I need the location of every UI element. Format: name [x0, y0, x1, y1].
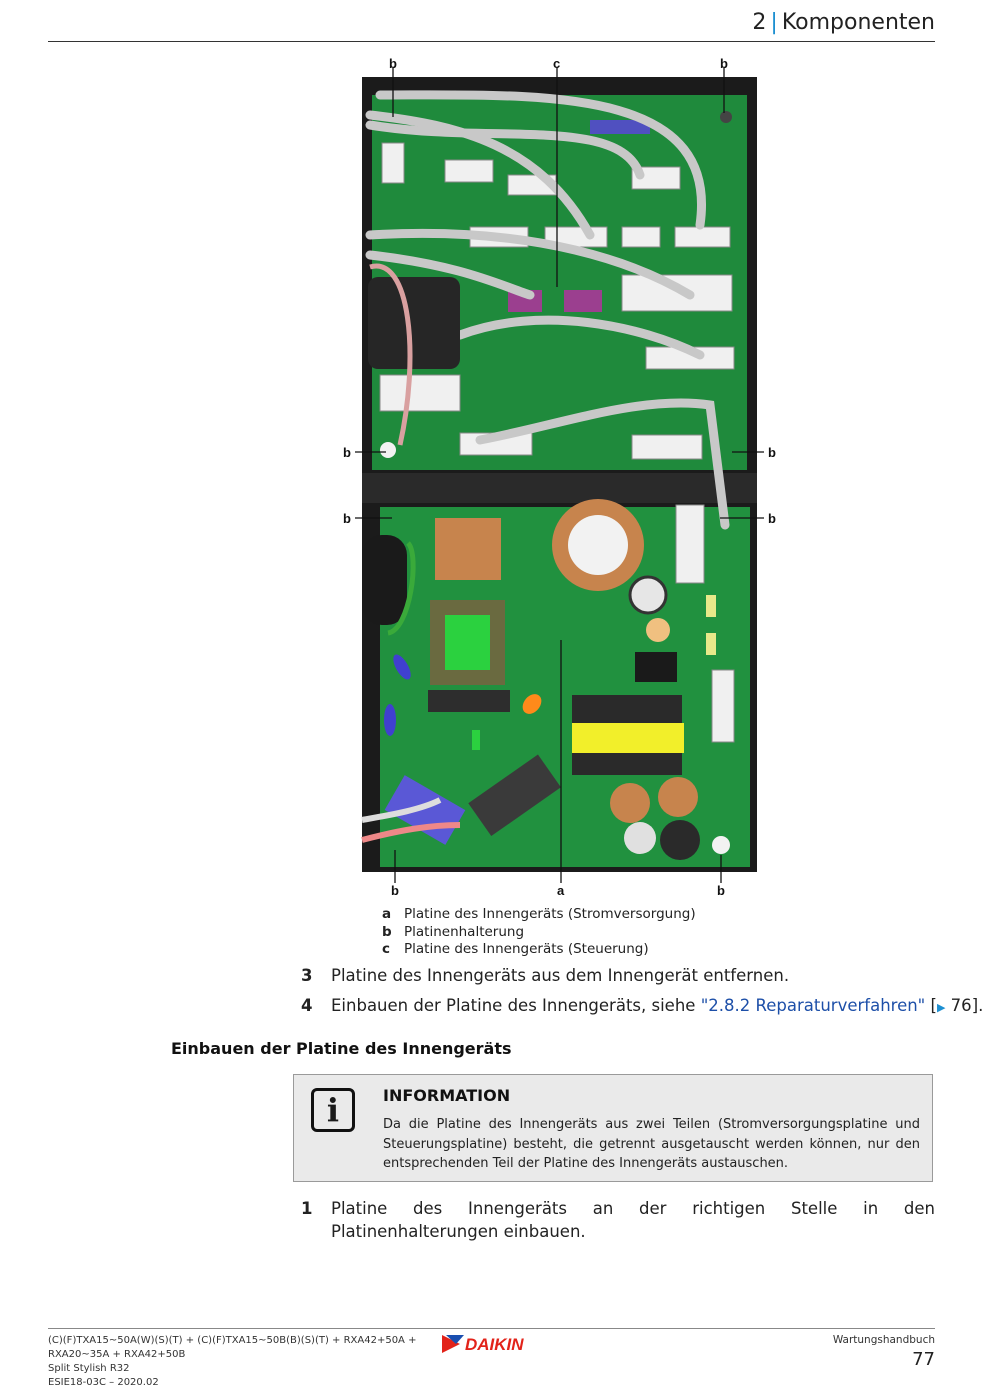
step-text: Einbauen der Platine des Innengeräts, siehe	[331, 996, 701, 1015]
step-number: 3	[301, 966, 313, 985]
daikin-logo	[440, 1332, 544, 1356]
callout-c: c	[553, 56, 561, 71]
section-heading: Einbauen der Platine des Innengeräts	[171, 1039, 512, 1058]
cross-reference-link[interactable]: "2.8.2 Reparaturverfahren"	[700, 996, 926, 1015]
yellow-transformer-band	[572, 723, 684, 753]
legend-text: Platine des Innengeräts (Steuerung)	[404, 941, 649, 957]
footer-line: RXA20~35A + RXA42+50B	[48, 1349, 186, 1360]
callout-b: b	[343, 511, 351, 526]
step-text: Platine des Innengeräts an der richtigen Stelle in den Platinenhalterungen einbauen.	[331, 1199, 935, 1241]
capacitor-black	[660, 820, 700, 860]
inductor	[435, 518, 501, 580]
ic-chip	[635, 652, 677, 682]
footer-line: ESIE18-03C – 2020.02	[48, 1377, 159, 1388]
ferrite-core	[368, 277, 460, 369]
step-4	[301, 996, 983, 1015]
pcb-figure	[340, 55, 780, 900]
capacitor-tiny	[646, 618, 670, 642]
callout-b: b	[343, 445, 351, 460]
footer-rule	[48, 1328, 935, 1329]
page-number: 77	[912, 1349, 935, 1370]
footer-line: Split Stylish R32	[48, 1363, 130, 1374]
ref-close: ].	[971, 996, 983, 1015]
footer-line: (C)(F)TXA15~50A(W)(S)(T) + (C)(F)TXA15~50B(B)(S)(T) + RXA42+50A +	[48, 1335, 417, 1346]
callout-b: b	[717, 883, 725, 898]
info-text: Da die Platine des Innengeräts aus zwei Teilen (Stromversorgungsplatine und Steuerungsplatine) besteht, die getrennt ausgetauscht werden können, nur den entsprechenden Teil der Platine des Innengeräts austauschen.	[383, 1117, 920, 1171]
step-number: 1	[301, 1199, 313, 1218]
page-ref-arrow-icon[interactable]: ▶	[936, 1001, 946, 1014]
capacitor-small	[630, 577, 666, 613]
footer-model-info	[48, 1334, 416, 1390]
capacitor-copper-2	[658, 777, 698, 817]
chapter-title: Komponenten	[781, 10, 935, 35]
legend-key: c	[382, 941, 391, 957]
capacitor-copper-1	[610, 783, 650, 823]
callout-b: b	[389, 56, 397, 71]
info-title: INFORMATION	[383, 1086, 511, 1105]
header-separator: |	[770, 10, 778, 35]
legend-text: Platinenhalterung	[404, 924, 525, 940]
info-icon: i	[311, 1088, 355, 1132]
svg-text:DAIKIN: DAIKIN	[465, 1335, 524, 1354]
chapter-number: 2	[752, 10, 767, 35]
callout-b: b	[768, 511, 776, 526]
ferrite-lower	[362, 535, 407, 625]
step-number: 4	[301, 996, 313, 1015]
legend-item	[382, 941, 649, 957]
legend-item	[382, 924, 524, 940]
callout-b: b	[768, 445, 776, 460]
legend-key: a	[382, 906, 392, 922]
page-header	[752, 10, 935, 35]
legend-item	[382, 906, 696, 922]
step-3	[301, 966, 789, 985]
callout-b: b	[720, 56, 728, 71]
legend-key: b	[382, 924, 392, 940]
header-rule	[48, 41, 935, 42]
callout-b: b	[391, 883, 399, 898]
step-text: Platine des Innengeräts aus dem Innengerät entfernen.	[331, 966, 790, 985]
ref-open: [	[925, 996, 937, 1015]
legend-text: Platine des Innengeräts (Stromversorgung)	[404, 906, 696, 922]
capacitor-white	[624, 822, 656, 854]
ref-page: 76	[945, 996, 972, 1015]
transformer-core	[445, 615, 490, 670]
connector-purple-2	[564, 290, 602, 312]
callout-a: a	[557, 883, 565, 898]
doc-type: Wartungshandbuch	[832, 1334, 935, 1346]
step-1	[301, 1197, 935, 1243]
divider-bar	[362, 473, 757, 503]
